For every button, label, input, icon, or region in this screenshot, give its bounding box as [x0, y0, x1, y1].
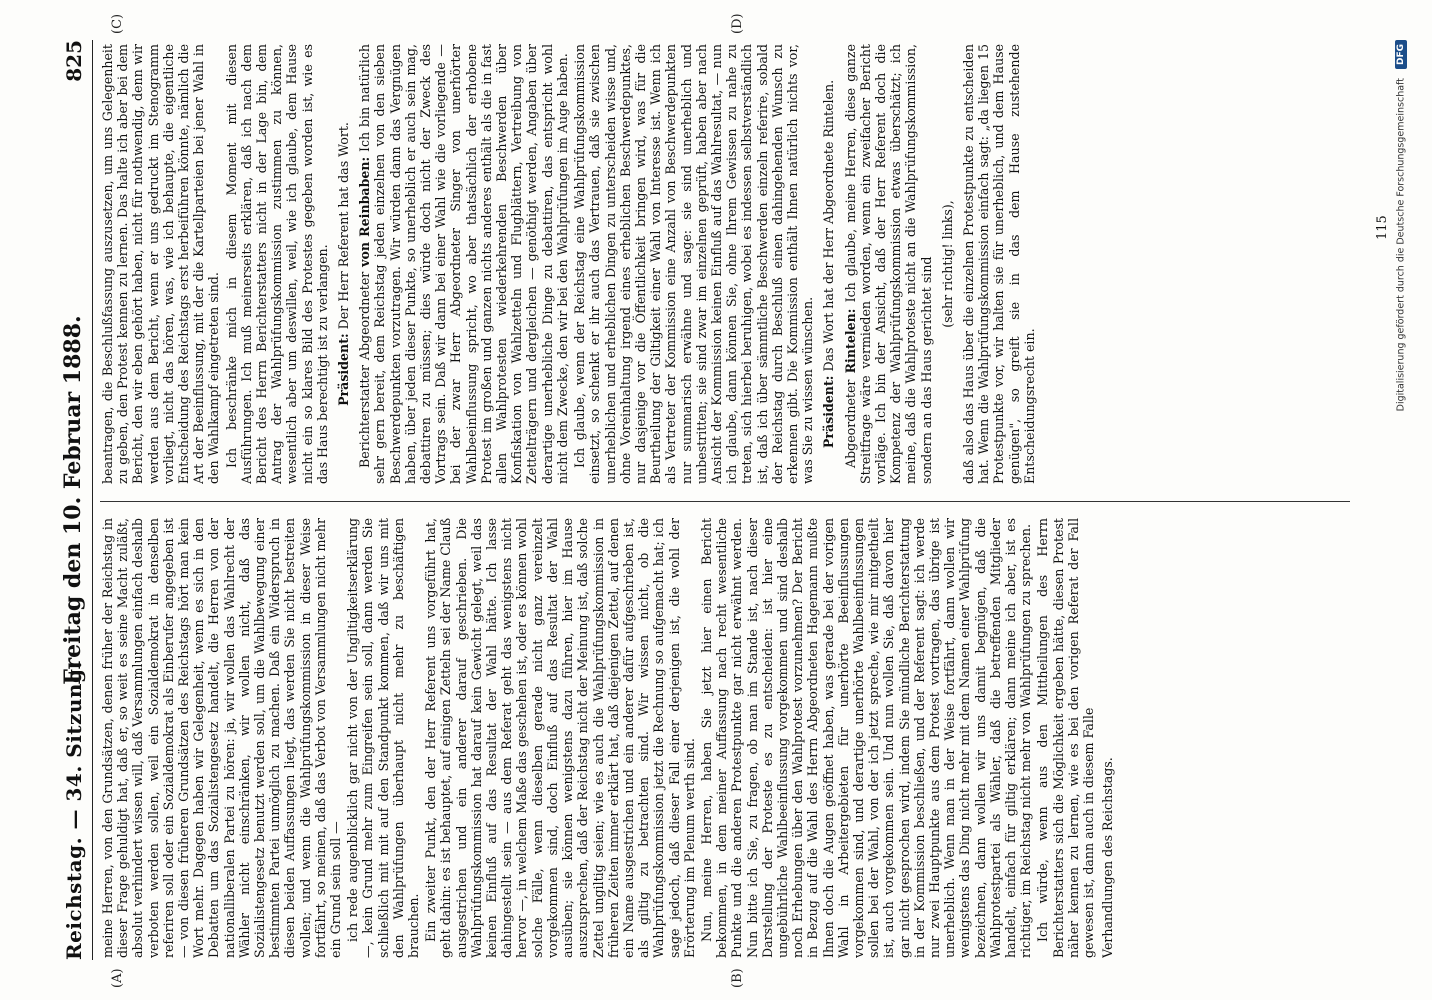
left-footer: Verhandlungen des Reichstags.	[1100, 757, 1116, 958]
signature-number: 115	[1375, 215, 1390, 240]
header-left: Reichstag. — 34. Sitzung.	[62, 661, 86, 960]
left-paragraph-2: ich rede augenblicklich gar nicht von der Ungiltigkeitserklärung —, kein Grund mehr zum Eingreifen sein soll, dann werden Sie schließlich mit mit auf den Standpunkt kommen, daß wir uns mit den Wahlprüfungen überhaupt nicht mehr zu beschäftigen brauchen.	[345, 518, 422, 958]
rintelen-prefix: Abgeordneter	[842, 379, 858, 468]
interjection: (sehr richtig! links),	[939, 200, 955, 328]
page-number: 825	[62, 40, 86, 82]
president-speaker-1: Präsident:	[336, 333, 352, 406]
right-column	[100, 44, 1360, 484]
left-paragraph-1: meine Herren, von den Grundsätzen, denen früher der Reichstag in dieser Frage gehuldigt hat, daß er, so weit es seine Macht zuläßt, absolut verhindert wissen will, daß Versammlungen einfach deshalb verboten werden sollen, weil ein Sozialdemokrat in denselben referiren soll oder ein Sozialdemokrat als Einberufer angegeben ist — von diesen früheren Grundsätzen des Reichstags hört man kein Wort mehr. Dagegen haben wir Gelegenheit, wenn es sich in den Debatten um das Sozialistengesetz handelt, die Herren von der nationalliberalen Partei zu hören: ja, wir wollen das Wahlrecht der Wähler nicht einschränken, wir wollen nicht, daß das Sozialistengesetz benutzt werden soll, um die Wahlbewegung einer bestimmten Partei unmöglich zu machen. Daß ein Widerspruch in diesen beiden Auffassungen liegt, das werden Sie nicht bestreiten wollen; und wenn die Wahlprüfungskommission in dieser Weise fortfährt, so meinen, daß das Verbot von Versammlungen nicht mehr ein Grund sein soll —	[100, 518, 344, 958]
left-paragraph-3: Ein zweiter Punkt, den der Herr Referent uns vorgeführt hat, geht dahin: es ist behauptet, auf einigen Zetteln sei der Name Clauß ausgestrichen und ein anderer darauf geschrieben. Die Wahlprüfungskommission hat darauf kein Gewicht gelegt, weil das keinen Einfluß auf das Resultat der Wahl hätte. Ich lasse dahingestellt sein — aus dem Referat geht das wenigstens nicht hervor —, in welchem Maße das geschehen ist, oder es können wohl solche Fälle, wenn dieselben gerade nicht ganz vereinzelt vorgekommen sind, doch Einfluß auf das Resultat der Wahl ausüben; sie können wenigstens dazu führen, hier im Hause auszusprechen, daß der Reichstag nicht der Meinung ist, daß solche Zettel ungiltig seien; wie es auch die Wahlprüfungskommission in früheren Zeiten immer erklärt hat, daß diejenigen Zettel, auf denen ein Name ausgestrichen und ein anderer dafür aufgeschrieben ist, als giltig zu betrachten sind. Wir wissen nicht, ob die Wahlprüfungskommission jetzt die Rechnung so aufgemacht hat; ich sage jedoch, daß dieser Fall einer derjenigen ist, die wohl der Erörterung im Plenum werth sind.	[423, 518, 697, 958]
berichterstatter-name: von Reinbaben:	[357, 156, 373, 267]
left-paragraph-4: Nun, meine Herren, haben Sie jetzt hier einen Bericht bekommen, in dem meiner Auffassung nach recht wesentliche Punkte und die anderen Protestpunkte gar nicht erwähnt werden. Nun bitte ich Sie, zu fragen, ob man im Stande ist, nach dieser Darstellung der Proteste es zu entscheiden: ist hier eine ungebührliche Wahlbeeinflussung vorgekommen und sind deshalb noch Erhebungen über den Wahlprotest vorzunehmen? Der Bericht in Bezug auf die Wahl des Herrn Abgeordneten Hagemann mußte Ihnen doch die Augen geöffnet haben, was gerade bei der vorigen Wahl in Arbeitergebieten für unerhörte Beeinflussungen vorgekommen sind, und derartige unerhörte Wahlbeeinflussungen sollen bei der Wahl, von der ich jetzt spreche, wie mir mitgetheilt ist, auch vorgekommen sein. Und nun wollen Sie, daß davon hier gar nicht gesprochen wird, indem Sie mündliche Berichterstattung in der Kommission beschließen, und der Referent sagt: ich werde nur zwei Hauptpunkte aus dem Protest vortragen, das übrige ist unerheblich. Wenn man in der Weise fortfährt, dann wollen wir wenigstens das Ding nicht mehr mit dem Namen einer Wahlprüfung bezeichnen, dann wollen wir uns damit begnügen, daß die Wahlprotestpartei als Wähler, daß die betreffenden Mitglieder handelt, einfach für giltig erklären; dann meine ich aber, ist es richtiger, im Reichstag nicht mehr von Wahlprüfungen zu sprechen.	[698, 518, 1034, 958]
column-divider	[100, 501, 1350, 502]
president-speaker-2: Präsident:	[821, 375, 837, 449]
margin-label-d: (D)	[730, 13, 745, 34]
rintelen-text: Ich glaube, meine Herren, diese ganze Streitfrage wäre vermieden worden, wenn ein zweifacher Bericht vorläge. Ich bin der Ansicht, daß der Herr Referent doch die Kompetenz der Wahlprüfungskommission etwas überschätzt; ich meine, daß die Wahlproteste nicht an die Wahlprüfungskommission, sondern an das Haus gerichtet sind	[842, 44, 934, 484]
right-paragraph-1: beantragen, die Beschlußfassung auszusetzen, um uns Gelegenheit zu geben, den Protest kennen zu lernen. Das halte ich aber bei dem Bericht, den wir eben gehört haben, nicht für nothwendig, denn wir werden aus dem Bericht, wenn er uns gedruckt im Stenogramm vorliegt, nicht das hören, was, wie ich behaupte, die eigentliche Entscheidung des Reichstags erst herbeiführen könnte, nämlich die Art der Beeinflussung, mit der die Kartellparteien bei jener Wahl in den Wahlkampf eingetreten sind.	[100, 44, 222, 484]
digitization-credit	[1395, 40, 1421, 960]
berichterstatter-paragraph	[357, 44, 570, 484]
credit-text: Digitalisierung gefördert durch die Deutsche Forschungsgemeinschaft	[1395, 78, 1407, 412]
page-header	[52, 40, 93, 960]
margin-label-b: (B)	[730, 968, 745, 988]
header-date: Freitag den 10. Februar 1888.	[60, 315, 86, 685]
right-paragraph-2: Ich beschränke mich in diesem Moment mit diesen Ausführungen. Ich muß meinerseits erklären, daß ich nach dem Bericht des Herrn Berichterstatters nicht in der Lage bin, dem Antrag der Wahlprüfungskommission zustimmen zu können, wesentlich aber um deswillen, weil, wie ich glaube, dem Hause nicht ein so klares Bild des Protestes gegeben worden ist, wie es das Haus berechtigt ist zu verlangen.	[223, 44, 330, 484]
president-text-2: Das Wort hat der Herr Abgeordnete Rintelen.	[821, 79, 837, 372]
margin-label-c: (C)	[110, 13, 125, 34]
right-paragraph-3: Ich glaube, wenn der Reichstag eine Wahlprüfungskommission einsetzt, so schenkt er ihr auch das Vertrauen, daß sie zwischen unerheblichen und erheblichen Dingen zu unterscheiden wisse und, ohne Voreinhaltung irgend eines erheblichen Beschwerdepunktes, nur dasjenige vor die Öffentlichkeit bringen wird, was für die Beurtheilung der Giltigkeit einer Wahl von Interesse ist. Wenn ich als Vertreter der Kommission eine Anzahl von Beschwerdepunkten nur summarisch erwähne und sage: sie sind unerheblich und unbestritten; sie sind zwar im einzelnen geprüft, haben aber nach Ansicht der Kommission keinen Einfluß auf das Wahlresultat, — nun ich glaube, dann können Sie, ohne Ihrem Gewissen zu nahe zu treten, sich hierbei beruhigen, wobei es indessen selbstverständlich ist, daß ich über sämmtliche Beschwerden einzeln referire, sobald der Reichstag durch Beschluß einen dahingehenden Wunsch zu erkennen gibt. Die Kommission enthält Ihnen natürlich nichts vor, was Sie zu wissen wünschen.	[572, 44, 816, 484]
berichterstatter-prefix: Berichterstatter Abgeordneter	[357, 271, 373, 468]
left-column	[100, 518, 1360, 958]
president-remark-1	[336, 44, 351, 484]
berichterstatter-text: Ich bin natürlich sehr gern bereit, dem Reichstag jeden einzelnen von den sieben Beschwerdepunkten vorzutragen. Wir würden dann das Vergnügen haben, über jeden dieser Punkte, so unerheblich er auch sein mag, debattiren zu müssen; dies würde doch nicht der Zweck des Vortrags sein. Daß wir dann bei einer Wahl wie die vorliegende — bei der zwar Herr Abgeordneter Singer von unerhörter Wahlbeeinflussung spricht, wo aber thatsächlich der erhobene Protest im großen und ganzen nichts anderes enthält als die in fast allen Wahlprotesten wiederkehrenden Beschwerden über Konfiskation von Wahlzetteln und Flugblättern, Vertreibung von Zettelträgern und dergleichen — genöthigt werden, Angaben über derartige unerhebliche Dinge zu debattiren, das entspricht wohl nicht dem Zwecke, den wir bei den Wahlprüfungen im Auge haben.	[357, 44, 570, 484]
rintelen-name: Rintelen:	[842, 308, 858, 374]
president-text-1: Der Herr Referent hat das Wort.	[336, 122, 352, 330]
left-paragraph-5: Ich würde, wenn aus den Mittheilungen des Herrn Berichterstatters sich die Möglichkeit ergeben hätte, diesen Protest näher kennen zu lernen, wie es bei den vorigen Referat der Fall gewesen ist, dann auch in diesem Falle	[1035, 518, 1096, 958]
margin-label-a: (A)	[110, 968, 125, 988]
rintelen-paragraph	[843, 44, 934, 484]
dfg-logo: DFG	[1395, 40, 1407, 69]
right-final-paragraph: daß also das Haus über die einzelnen Protestpunkte zu entscheiden hat. Wenn die Wahlprüfungskommission einfach sagt: „da liegen 15 Protestpunkte vor, wir halten sie für unerheblich, und dem Hause genügen", so greift sie in das dem Hause zustehende Entscheidungsrecht ein.	[960, 44, 1037, 484]
president-remark-2	[821, 44, 836, 484]
